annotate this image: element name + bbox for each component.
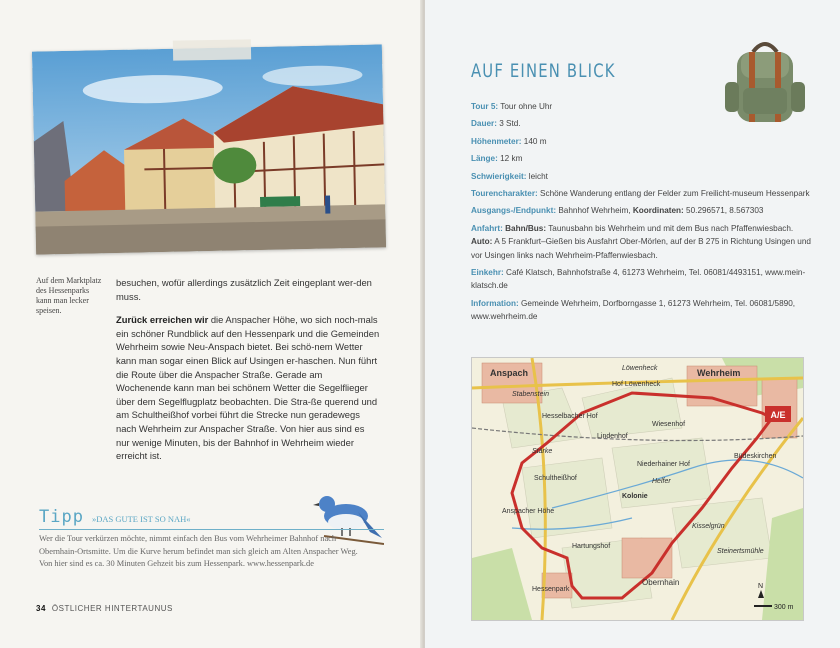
paragraph-2-lead: Zurück erreichen wir [116, 314, 209, 326]
place-stabenstein: Stabenstein [512, 391, 549, 398]
place-wehrheim: Wehrheim [697, 368, 741, 378]
place-lindenhof: Lindenhof [597, 433, 628, 440]
fact-difficulty: Schwierigkeit: leicht [471, 171, 548, 181]
fact-duration: Dauer: 3 Std. [471, 119, 521, 129]
place-hof-loewenheck: Hof Löwenheck [612, 381, 661, 388]
fact-tour: Tour 5: Tour ohne Uhr [471, 102, 553, 111]
tipp-text: Wer die Tour verkürzen möchte, nimmt einfach den Bus vom Wehrheimer Bahnhof nach Obernhain-Ortsmitte. Um die Kurve herum befindet man sich gleich am Alten Anspacher Weg. Von hier sind es ca. 30 Minuten Gehzeit bis zum Hessenpark. www.hessenpark.de [39, 534, 358, 569]
fact-arrival: Anfahrt: Bahn/Bus: Taunusbahn bis Wehrheim und mit dem Bus nach Pfaffenwiesbach. Auto: A 5 Frankfurt–Gießen bis Ausfahrt Ober-Mörlen, auf der B 275 in Richtung Usingen und vor Usingen links nach Wehrheim-Pfaffenwiesbach. [471, 223, 811, 260]
place-staerke: Stärke [532, 448, 553, 455]
page-footer [36, 604, 173, 613]
place-hesselbacher-hof: Hesselbacher Hof [542, 413, 598, 420]
paragraph-1: besuchen, wofür allerdings zusätzlich Zeit eingeplant wer-den muss. [116, 277, 372, 302]
place-steinertsmuehle: Steinertsmühle [717, 548, 764, 555]
place-niederhainer-hof: Niederhainer Hof [637, 461, 690, 468]
facts-list [471, 100, 811, 328]
body-text [116, 276, 380, 473]
route-map [471, 357, 804, 621]
fact-information: Information: Gemeinde Wehrheim, Dorfborngasse 1, 61273 Wehrheim, Tel. 06081/5890, www.wehrheim.de [471, 298, 796, 322]
paragraph-2-text: die Anspacher Höhe, wo sich noch-mals ein schöner Rundblick auf den Hessenpark und die Gemeinden Wehrheim sowie Neu-Anspach bietet. Bei schö-nem Wetter kann man sogar einen Blick auf Usingen er-haschen. Nun führt die Route über die Anspacher Straße. Gerade am Wochenende kann man bei schönem Wetter die Segelflieger über dem Segelflugplatz beobachten. Die Stra-ße querend und am Schultheißhof vorbei führt die Strecke nun geradewegs nach Wehrheim zur Anspacher Straße. Von hier aus sind es nur wenige Minuten, bis der Bahnhof in Wehrheim wieder erreicht ist. [116, 314, 380, 462]
north-label: N [758, 583, 764, 590]
fact-character: Tourencharakter: Schöne Wanderung entlang der Felder zum Freilicht-museum Hessenpark [471, 189, 810, 199]
place-anspacher-hoehe: Anspacher Höhe [502, 508, 555, 515]
tipp-title: »DAS GUTE IST SO NAH« [91, 514, 191, 524]
fact-length: Länge: 12 km [471, 154, 523, 164]
fact-food: Einkehr: Café Klatsch, Bahnhofstraße 4, 61273 Wehrheim, Tel. 06081/4493151, www.mein-klatsch.de [471, 268, 806, 291]
tipp-box [39, 507, 384, 571]
place-anspach: Anspach [490, 368, 529, 378]
place-schultheisshof: Schultheißhof [534, 475, 577, 482]
scale-label: 300 m [774, 604, 794, 611]
place-hessenpark: Hessenpark [532, 586, 570, 593]
place-obernhain: Obernhain [642, 578, 680, 587]
place-loewenheck: Löwenheck [622, 365, 658, 372]
place-helfer: Helfer [652, 478, 671, 485]
section-title: AUF EINEN BLICK [471, 60, 616, 82]
page-number: 34 [36, 604, 46, 613]
marketplace-photo [32, 44, 386, 254]
tipp-label: Tipp [39, 507, 84, 527]
place-wiesenhof: Wiesenhof [652, 421, 686, 428]
section-name: ÖSTLICHER HINTERTAUNUS [51, 604, 173, 613]
fact-start: Ausgangs-/Endpunkt: Bahnhof Wehrheim, Koordinaten: 50.296571, 8.567303 [471, 206, 764, 216]
fact-elevation: Höhenmeter: 140 m [471, 136, 547, 146]
paragraph-2 [116, 313, 380, 463]
place-buedeskirchen: Büdeskirchen [734, 453, 777, 460]
start-marker: A/E [770, 410, 786, 420]
place-kolonie: Kolonie [622, 493, 648, 500]
right-page [425, 0, 840, 648]
place-hartungshof: Hartungshof [572, 543, 611, 550]
photo-caption: Auf dem Marktplatz des Hessenparks kann man lecker speisen. [36, 276, 102, 315]
place-kisselgruen: Kisselgrün [692, 523, 725, 530]
photo-tape [173, 39, 251, 60]
